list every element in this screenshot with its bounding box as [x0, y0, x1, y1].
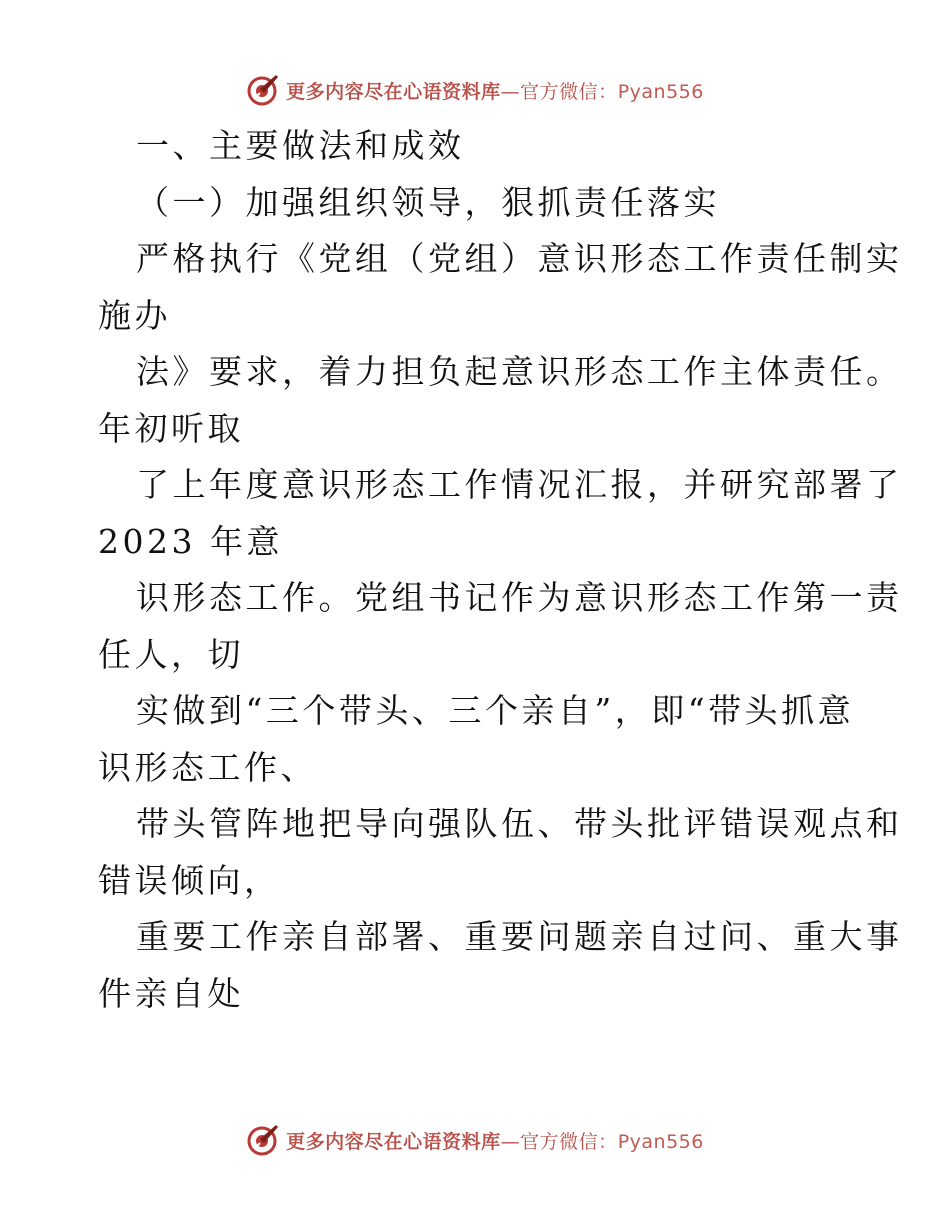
- paragraph-line: 件亲自处: [98, 973, 244, 1013]
- footer-wechat-label: 官方微信：: [520, 1130, 618, 1153]
- paragraph-line: 重要工作亲自部署、重要问题亲自过问、重大事: [136, 917, 903, 956]
- footer-banner-text: [286, 1127, 704, 1154]
- subsection-heading: （一）加强组织领导，狠抓责任落实: [136, 182, 720, 222]
- paragraph-line: 识形态工作、: [98, 747, 317, 787]
- footer-separator: —: [500, 1130, 521, 1153]
- pen-logo-icon: [246, 73, 280, 107]
- header-wechat-label: 官方微信：: [520, 80, 618, 103]
- header-watermark-banner: [0, 70, 950, 110]
- footer-watermark-banner: [0, 1120, 950, 1160]
- paragraph-line: 严格执行《党组（党组）意识形态工作责任制实: [136, 239, 903, 278]
- pen-logo-icon: [246, 1123, 280, 1157]
- paragraph-line: 了上年度意识形态工作情况汇报，并研究部署了: [136, 465, 903, 504]
- paragraph-line: 施办: [98, 295, 171, 335]
- footer-wechat-id: Pyan556: [617, 1130, 704, 1153]
- paragraph-line: 错误倾向，: [98, 860, 281, 900]
- section-heading: 一、主要做法和成效: [136, 126, 465, 165]
- header-wechat-id: Pyan556: [617, 80, 704, 103]
- paragraph-line: 识形态工作。党组书记作为意识形态工作第一责: [136, 578, 903, 617]
- header-banner-text: [286, 77, 704, 104]
- paragraph-line: 任人，切: [98, 634, 244, 674]
- header-separator: —: [500, 80, 521, 103]
- header-brand-text: 更多内容尽在心语资料库: [286, 80, 501, 103]
- document-body: [98, 118, 903, 1022]
- paragraph-line: 实做到“三个带头、三个亲自”，即“带头抓意: [136, 691, 855, 730]
- paragraph-line: 2023 年意: [98, 521, 283, 561]
- footer-brand-text: 更多内容尽在心语资料库: [286, 1130, 501, 1153]
- paragraph-line: 年初听取: [98, 408, 244, 448]
- paragraph-line: 法》要求，着力担负起意识形态工作主体责任。: [136, 352, 903, 391]
- paragraph-line: 带头管阵地把导向强队伍、带头批评错误观点和: [136, 804, 903, 843]
